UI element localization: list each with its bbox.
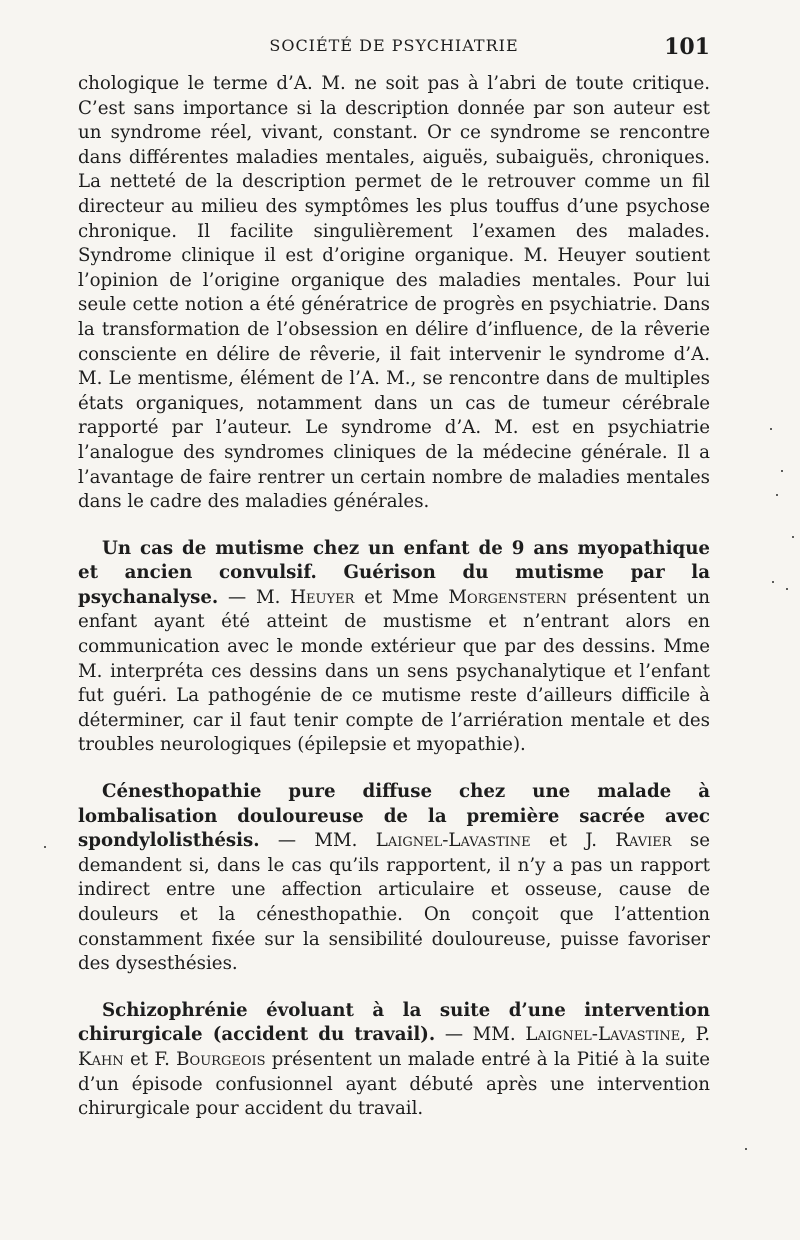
author-name: Kahn xyxy=(78,1048,124,1070)
author-name: Heuyer xyxy=(290,586,355,608)
author-name: Bourgeois xyxy=(176,1048,266,1070)
paragraph-body: se demandent si, dans le cas qu’ils rapportent, il n’y a pas un rapport indirect entre une affection articulaire et osseuse, cause de douleurs et la cénesthopathie. On conçoit que l’attention constamment fixée sur la sensibilité douloureuse, puisse favoriser des dysesthésies. xyxy=(78,830,710,975)
running-title: SOCIÉTÉ DE PSYCHIATRIE xyxy=(269,36,519,55)
paragraph-cenesthopathie xyxy=(78,780,710,977)
author-name: Morgenstern xyxy=(448,586,567,608)
dash-text: — MM. xyxy=(435,1024,526,1046)
section-title-cenesthopathie: Cénesthopathie pure diffuse chez une malade à lombalisation douloureuse de la première sacrée avec spondylolisthésis. xyxy=(78,781,710,852)
dash-text: — MM. xyxy=(259,830,376,852)
section-title-mutisme: Un cas de mutisme chez un enfant de 9 ans myopathique et ancien convulsif. Guérison du mutisme par la psychanalyse. xyxy=(78,537,710,608)
section-title-schizophrenie: Schizophrénie évoluant à la suite d’une intervention chirurgicale (accident du travail). xyxy=(78,999,710,1046)
print-speck xyxy=(776,494,778,496)
connector-text: et Mme xyxy=(354,586,449,608)
paragraph-mutisme xyxy=(78,537,710,758)
print-speck xyxy=(44,846,46,848)
author-name: Ravier xyxy=(615,830,672,852)
connector-text: , P. xyxy=(680,1024,710,1046)
author-name: Laignel-Lavastine xyxy=(375,830,531,852)
paragraph-schizophrenie xyxy=(78,999,710,1122)
print-speck xyxy=(786,588,788,590)
page-number: 101 xyxy=(664,34,710,60)
print-speck xyxy=(745,1148,747,1150)
print-speck xyxy=(781,470,783,472)
dash-text: — M. xyxy=(218,586,291,608)
print-speck xyxy=(772,581,774,583)
connector-text: et J. xyxy=(530,830,616,852)
connector-text: et F. xyxy=(123,1048,177,1070)
running-head xyxy=(78,34,710,64)
paragraph-body: présentent un enfant ayant été atteint de mustisme et n’entrant alors en communication avec le monde extérieur que par des dessins. Mme M. interpréta ces dessins dans un sens psychanalytique et l’enfant fut guéri. La pathogénie de ce mutisme reste d’ailleurs difficile à déterminer, car il faut tenir compte de l’arriération mentale et des troubles neurologiques (épilepsie et myopathie). xyxy=(78,586,710,756)
document-page xyxy=(78,34,710,1122)
print-speck xyxy=(770,428,772,430)
paragraph-am-syndrome: chologique le terme d’A. M. ne soit pas à l’abri de toute critique. C’est sans importance si la description donnée par son auteur est un syndrome réel, vivant, constant. Or ce syndrome se rencontre dans différentes maladies mentales, aiguës, subaiguës, chroniques. La netteté de la description permet de le retrouver comme un fil directeur au milieu des symptômes les plus touffus d’une psychose chronique. Il facilite singulièrement l’examen des malades. Syndrome clinique il est d’origine organique. M. Heuyer soutient l’opinion de l’origine organique des maladies mentales. Pour lui seule cette notion a été génératrice de progrès en psychiatrie. Dans la transformation de l’obsession en délire d’influence, de la rêverie consciente en délire de rêverie, il fait intervenir le syndrome d’A. M. Le mentisme, élément de l’A. M., se rencontre dans de multiples états organiques, notamment dans un cas de tumeur cérébrale rapporté par l’auteur. Le syndrome d’A. M. est en psychiatrie l’analogue des syndromes cliniques de la médecine générale. Il a l’avantage de faire rentrer un certain nombre de maladies mentales dans le cadre des maladies générales. xyxy=(78,73,710,513)
print-speck xyxy=(792,536,794,538)
paragraph-body: présentent un malade entré à la Pitié à la suite d’un épisode confusionnel ayant débuté après une intervention chirurgicale pour accident du travail. xyxy=(78,1048,711,1120)
author-name: Laignel-Lavastine xyxy=(525,1024,681,1046)
